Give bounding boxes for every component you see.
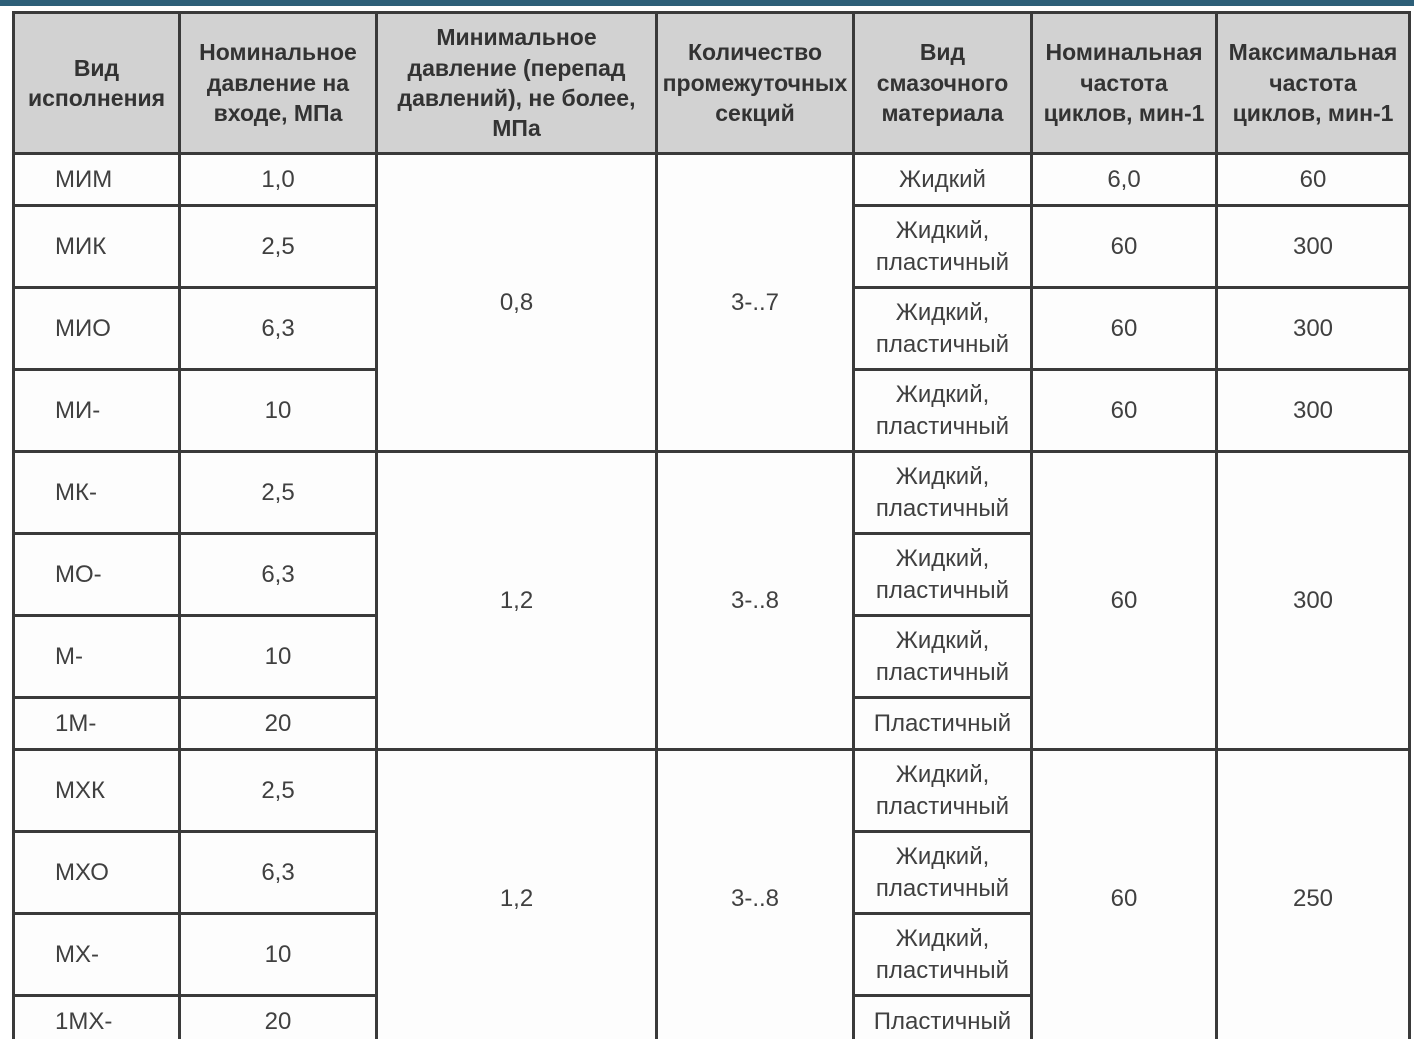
cell-inlet-pressure: 10 xyxy=(180,616,377,698)
cell-nominal-frequency: 6,0 xyxy=(1032,154,1217,206)
cell-inlet-pressure: 10 xyxy=(180,914,377,996)
cell-nominal-frequency-group-3: 60 xyxy=(1032,750,1217,1039)
cell-inlet-pressure: 2,5 xyxy=(180,750,377,832)
cell-lubricant-type: Жидкий, пластичный xyxy=(854,452,1032,534)
spec-table-container xyxy=(12,11,1410,1039)
cell-lubricant-type: Пластичный xyxy=(854,698,1032,750)
cell-lubricant-type: Жидкий, пластичный xyxy=(854,914,1032,996)
cell-inlet-pressure: 6,3 xyxy=(180,832,377,914)
cell-nominal-frequency: 60 xyxy=(1032,370,1217,452)
cell-max-frequency: 300 xyxy=(1217,288,1410,370)
col-header-lubricant-type: Вид смазочного материала xyxy=(854,13,1032,154)
col-header-inlet-pressure: Номинальное давление на входе, МПа xyxy=(180,13,377,154)
cell-min-pressure-group-1: 0,8 xyxy=(377,154,657,452)
cell-inlet-pressure: 2,5 xyxy=(180,452,377,534)
cell-max-frequency-group-3: 250 xyxy=(1217,750,1410,1039)
top-accent-bar xyxy=(0,0,1414,6)
cell-lubricant-type: Жидкий, пластичный xyxy=(854,534,1032,616)
cell-min-pressure-group-3: 1,2 xyxy=(377,750,657,1039)
cell-execution-type: МИМ xyxy=(14,154,180,206)
col-header-max-frequency: Максимальная частота циклов, мин-1 xyxy=(1217,13,1410,154)
cell-execution-type: МХК xyxy=(14,750,180,832)
cell-lubricant-type: Жидкий, пластичный xyxy=(854,206,1032,288)
cell-lubricant-type: Пластичный xyxy=(854,996,1032,1039)
col-header-sections-count: Количество промежуточных секций xyxy=(657,13,854,154)
cell-min-pressure-group-2: 1,2 xyxy=(377,452,657,750)
cell-execution-type: 1М- xyxy=(14,698,180,750)
cell-lubricant-type: Жидкий, пластичный xyxy=(854,616,1032,698)
cell-inlet-pressure: 2,5 xyxy=(180,206,377,288)
cell-lubricant-type: Жидкий, пластичный xyxy=(854,370,1032,452)
table-row xyxy=(14,452,1410,534)
cell-lubricant-type: Жидкий, пластичный xyxy=(854,750,1032,832)
cell-execution-type: 1МХ- xyxy=(14,996,180,1039)
cell-execution-type: МО- xyxy=(14,534,180,616)
cell-execution-type: МК- xyxy=(14,452,180,534)
col-header-execution-type: Вид исполнения xyxy=(14,13,180,154)
cell-max-frequency-group-2: 300 xyxy=(1217,452,1410,750)
cell-inlet-pressure: 20 xyxy=(180,996,377,1039)
cell-inlet-pressure: 6,3 xyxy=(180,534,377,616)
cell-sections-count-group-2: 3-..8 xyxy=(657,452,854,750)
cell-max-frequency: 300 xyxy=(1217,206,1410,288)
cell-inlet-pressure: 1,0 xyxy=(180,154,377,206)
cell-inlet-pressure: 10 xyxy=(180,370,377,452)
cell-execution-type: МИО xyxy=(14,288,180,370)
cell-execution-type: МИК xyxy=(14,206,180,288)
spec-table xyxy=(12,11,1411,1039)
cell-lubricant-type: Жидкий, пластичный xyxy=(854,288,1032,370)
col-header-min-pressure: Минимальное давление (перепад давлений), не более, МПа xyxy=(377,13,657,154)
cell-nominal-frequency: 60 xyxy=(1032,288,1217,370)
header-row xyxy=(14,13,1410,154)
cell-execution-type: МХО xyxy=(14,832,180,914)
cell-lubricant-type: Жидкий xyxy=(854,154,1032,206)
table-row xyxy=(14,750,1410,832)
cell-nominal-frequency-group-2: 60 xyxy=(1032,452,1217,750)
cell-nominal-frequency: 60 xyxy=(1032,206,1217,288)
cell-inlet-pressure: 20 xyxy=(180,698,377,750)
table-row xyxy=(14,154,1410,206)
cell-execution-type: М- xyxy=(14,616,180,698)
col-header-nominal-frequency: Номинальная частота циклов, мин-1 xyxy=(1032,13,1217,154)
cell-max-frequency: 60 xyxy=(1217,154,1410,206)
cell-sections-count-group-3: 3-..8 xyxy=(657,750,854,1039)
cell-sections-count-group-1: 3-..7 xyxy=(657,154,854,452)
cell-inlet-pressure: 6,3 xyxy=(180,288,377,370)
cell-max-frequency: 300 xyxy=(1217,370,1410,452)
cell-execution-type: МИ- xyxy=(14,370,180,452)
cell-execution-type: МХ- xyxy=(14,914,180,996)
cell-lubricant-type: Жидкий, пластичный xyxy=(854,832,1032,914)
